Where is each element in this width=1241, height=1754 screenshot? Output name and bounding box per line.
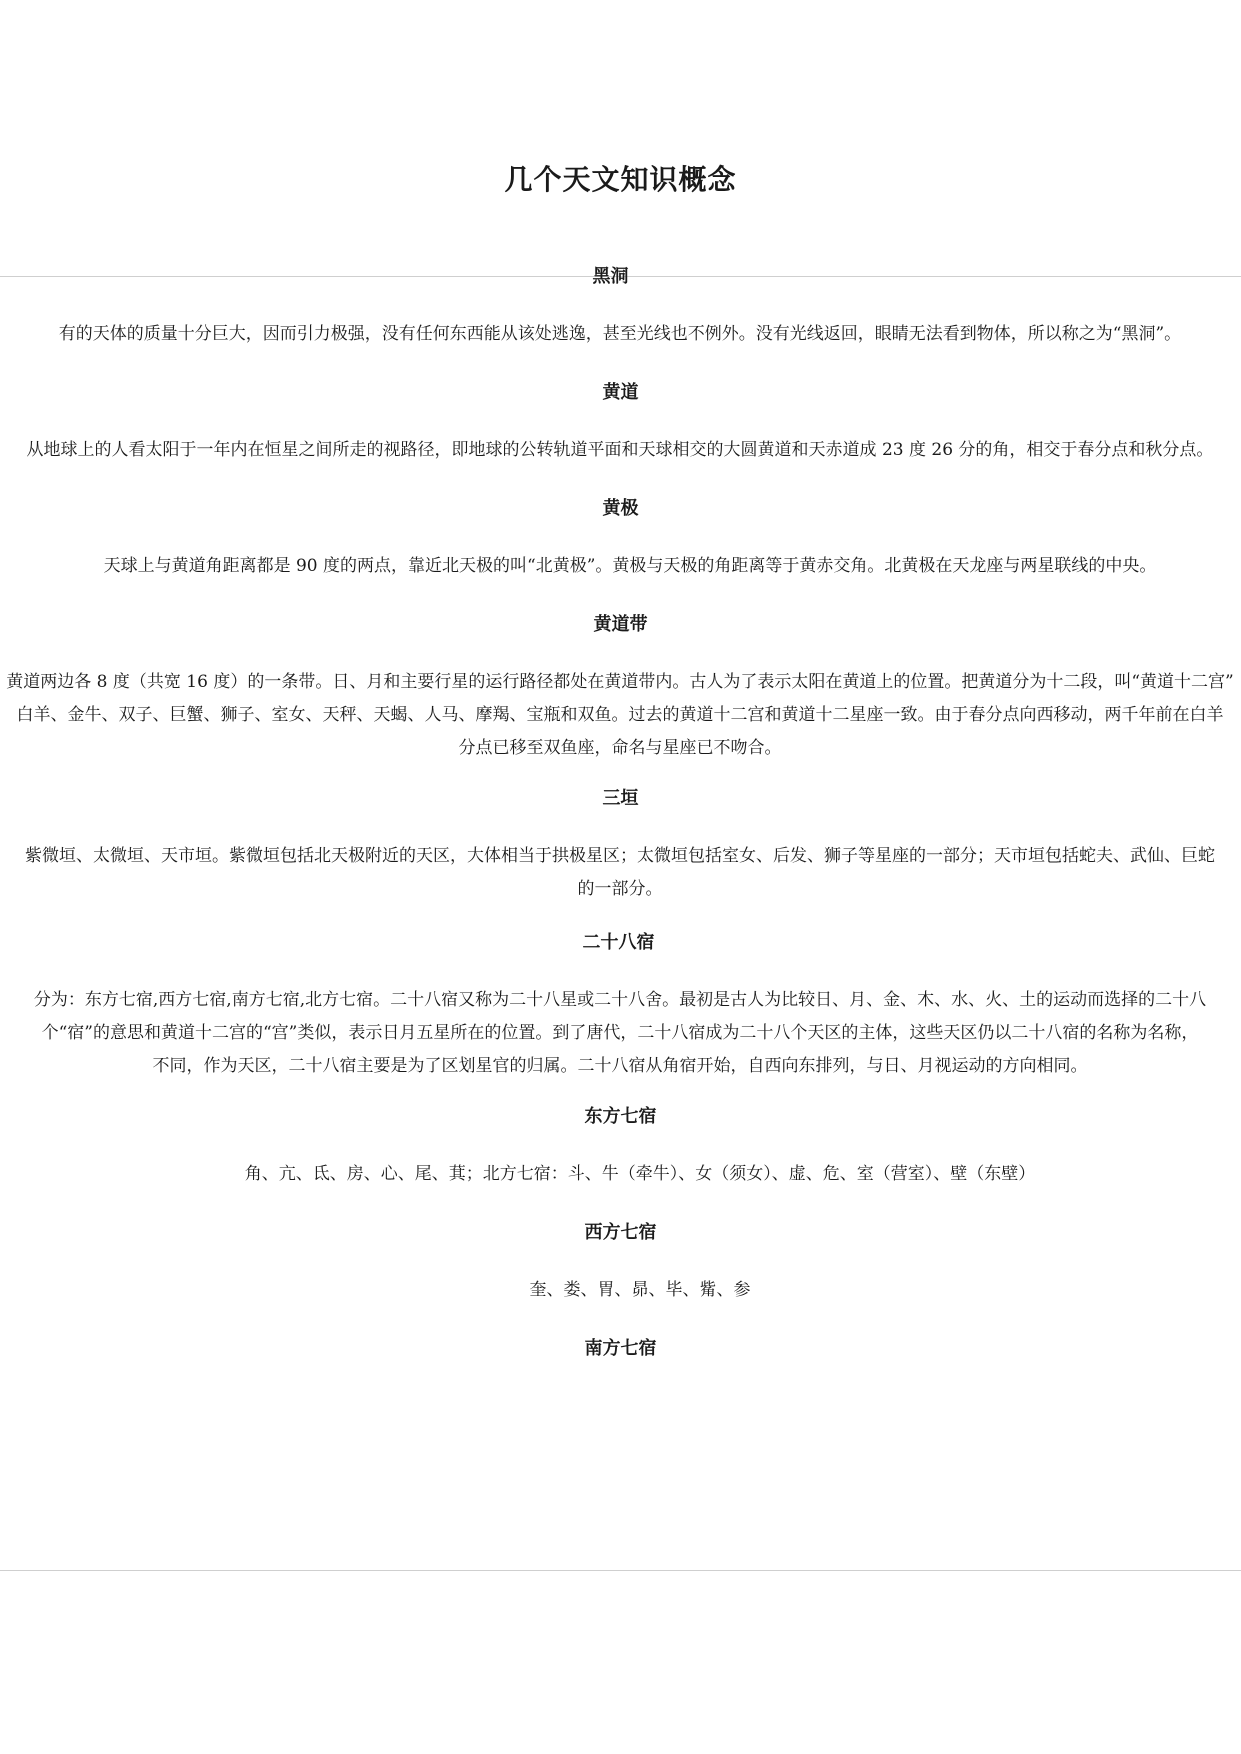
paragraph-line: 有的天体的质量十分巨大，因而引力极强，没有任何东西能从该处逃逸，甚至光线也不例外。没有光线返回，眼睛无法看到物体，所以称之为“黑洞”。 [58,324,1182,344]
section-heading: 黑洞 [592,266,629,287]
section-paragraph [25,840,1215,906]
document-body [0,266,1241,1568]
paragraph-line: 奎、娄、胃、昴、毕、觜、参 [529,1280,751,1300]
section-heading: 黄道 [602,382,639,403]
section-heading: 西方七宿 [584,1222,657,1243]
paragraph-line: 分为：东方七宿,西方七宿,南方七宿,北方七宿。二十八宿又称为二十八星或二十八舍。最初是古人为比较日、月、金、木、水、火、土的运动而选择的二十八 [33,990,1207,1010]
paragraph-line: 不同，作为天区，二十八宿主要是为了区划星官的归属。二十八宿从角宿开始，自西向东排列，与日、月视运动的方向相同。 [152,1056,1088,1076]
section-paragraph [104,550,1157,583]
section-paragraph [530,1274,751,1307]
paragraph-line: 个“宿”的意思和黄道十二宫的“宫”类似，表示日月五星所在的位置。到了唐代，二十八宿成为二十八个天区的主体，这些天区仍以二十八宿的名称为名称， [41,1023,1199,1043]
section-heading: 黄极 [602,498,639,519]
paragraph-line: 白羊、金牛、双子、巨蟹、狮子、室女、天秤、天蝎、人马、摩羯、宝瓶和双鱼。过去的黄道十二宫和黄道十二星座一致。由于春分点向西移动，两千年前在白羊 [16,705,1224,725]
bottom-divider [0,1570,1241,1571]
section-heading: 二十八宿 [582,932,655,953]
paragraph-line: 天球上与黄道角距离都是 90 度的两点，靠近北天极的叫“北黄极”。黄极与天极的角距离等于黄赤交角。北黄极在天龙座与两星联线的中央。 [103,556,1157,576]
paragraph-line: 紫微垣、太微垣、天市垣。紫微垣包括北天极附近的天区，大体相当于拱极星区；太微垣包括室女、后发、狮子等星座的一部分；天市垣包括蛇夫、武仙、巨蛇 [25,846,1215,866]
section-paragraph [59,318,1181,351]
page-title: 几个天文知识概念 [504,163,737,196]
paragraph-line: 从地球上的人看太阳于一年内在恒星之间所走的视路径，即地球的公转轨道平面和天球相交的大圆黄道和天赤道成 23 度 26 分的角，相交于春分点和秋分点。 [26,440,1214,460]
section-heading: 三垣 [602,788,639,809]
section-paragraph [34,984,1206,1083]
paragraph-line: 黄道两边各 8 度（共宽 16 度）的一条带。日、月和主要行星的运行路径都处在黄道带内。古人为了表示太阳在黄道上的位置。把黄道分为十二段，叫“黄道十二宫” [6,672,1234,692]
paragraph-line: 角、亢、氐、房、心、尾、萁；北方七宿：斗、牛（牵牛）、女（须女）、虚、危、室（营室）、壁（东壁） [244,1164,1036,1184]
section-paragraph [245,1158,1036,1191]
section-heading: 黄道带 [593,614,648,635]
section-heading: 东方七宿 [584,1106,657,1127]
section-paragraph [27,434,1214,467]
paragraph-line: 的一部分。 [577,879,663,899]
section-heading: 南方七宿 [584,1338,657,1359]
section-paragraph [6,666,1233,765]
paragraph-line: 分点已移至双鱼座，命名与星座已不吻合。 [458,738,782,758]
